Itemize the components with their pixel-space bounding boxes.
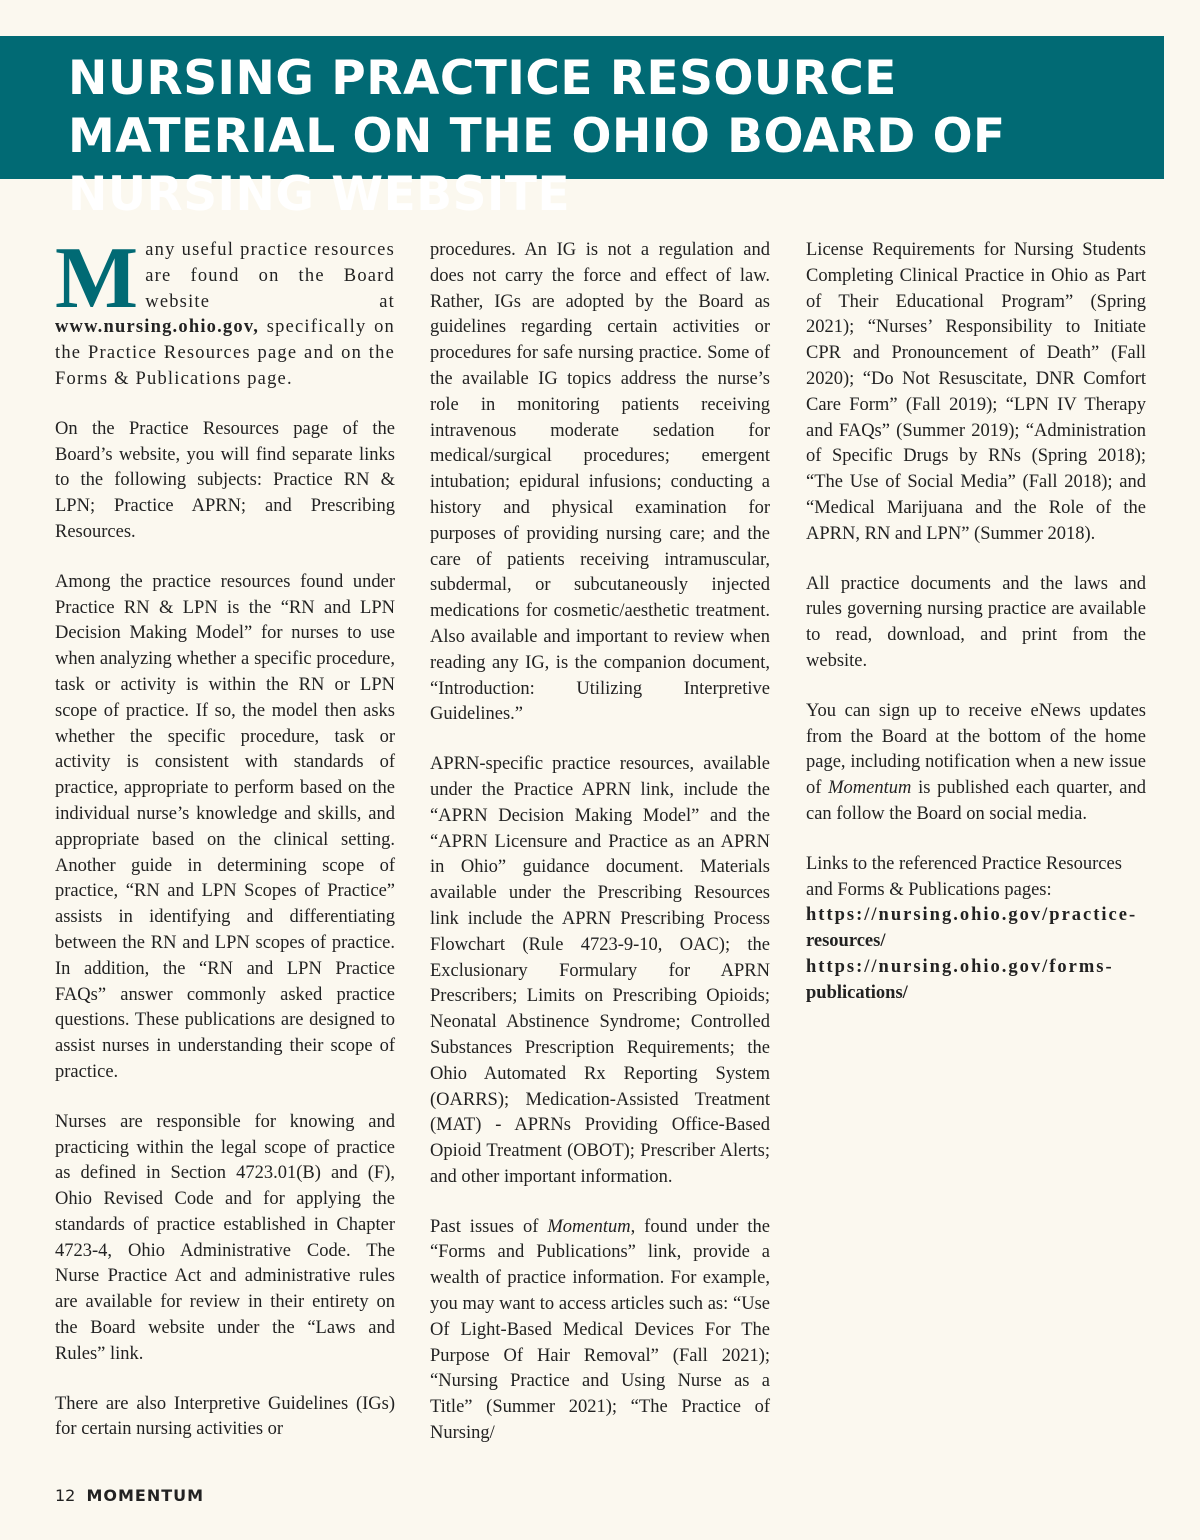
paragraph: On the Practice Resources page of the Board’s website, you will find separate links to the following subjects: Practice RN & LPN; Practice APRN; and Prescribing Resources. xyxy=(55,418,395,542)
column-3 xyxy=(806,238,1146,1007)
intro-paragraph xyxy=(55,230,395,393)
paragraph: You can sign up to receive eNews updates from the Board at the bottom of the home page, including notification when a new issue of Momentum is published each quarter, and can follow the Board on social media. xyxy=(806,700,1146,824)
paragraph: procedures. An IG is not a regulation and does not carry the force and effect of law. Rather, IGs are adopted by the Board as guidelines regarding certain activities or procedures for safe nursing practice. Some of the available IG topics address the nurse’s role in monitoring patients receiving intravenous moderate sedation for medical/surgical procedures; emergent intubation; epidural infusions; conducting a history and physical examination for purposes of providing nursing care; and the care of patients receiving intramuscular, subdermal, or subcutaneously injected medications for cosmetic/aesthetic treatment. Also available and important to review when reading any IG, is the companion document, “Introduction: Utilizing Interpretive Guidelines.” xyxy=(430,240,770,725)
paragraph: All practice documents and the laws and rules governing nursing practice are available to read, download, and print from the website. xyxy=(806,573,1146,671)
magazine-name: Momentum xyxy=(828,778,912,799)
paragraph: Nurses are responsible for knowing and practicing within the legal scope of practice as defined in Section 4723.01(B) and (F), Ohio Revised Code and for applying the standards of practice established in Chapter 4723-4, Ohio Administrative Code. The Nurse Practice Act and administrative rules are available for review in their entirety on the Board website under the “Laws and Rules” link. xyxy=(55,1111,395,1364)
drop-cap: M xyxy=(55,230,140,327)
paragraph: Links to the referenced Practice Resources and Forms & Publications pages: xyxy=(806,853,1122,900)
column-1 xyxy=(55,230,395,1459)
page-number: 12 xyxy=(55,1486,76,1505)
paragraph: Among the practice resources found under Practice RN & LPN is the “RN and LPN Decision Making Model” for nurses to use when analyzing whether a specific procedure, task or activity is within the RN or LPN scope of practice. If so, the model then asks whether the specific procedure, task or activity is consistent with standards of practice, appropriate to perform based on the individual nurse’s knowledge and skills, and appropriate based on the clinical setting. Another guide in determining scope of practice, “RN and LPN Scopes of Practice” assists in identifying and differentiating between the RN and LPN scopes of practice. In addition, the “RN and LPN Practice FAQs” answer commonly asked practice questions. These publications are designed to assist nurses in understanding their scope of practice. xyxy=(55,571,395,1082)
paragraph: There are also Interpretive Guidelines (IGs) for certain nursing activities or xyxy=(55,1393,395,1440)
intro-text: any useful practice resources are found on the Board website at xyxy=(145,240,395,312)
website-link[interactable]: www.nursing.ohio.gov, xyxy=(55,317,260,338)
page-footer xyxy=(55,1486,204,1505)
magazine-footer: MOMENTUM xyxy=(86,1486,205,1505)
page-title: NURSING PRACTICE RESOURCE MATERIAL ON THE OHIO BOARD OF NURSING WEBSITE xyxy=(68,51,1006,222)
paragraph: Past issues of Momentum, found under the “Forms and Publications” link, provide a wealth of practice information. For example, you may want to access articles such as: “Use Of Light-Based Medical Devices For The Purpose Of Hair Removal” (Fall 2021); “Nursing Practice and Using Nurse as a Title” (Summer 2021); “The Practice of Nursing/ xyxy=(430,1216,771,1444)
intro-tail: specifically on the Practice Resources page and on the Forms & Publications page. xyxy=(55,317,395,389)
practice-resources-link[interactable]: https://nursing.ohio.gov/practice- resources/ xyxy=(806,905,1138,952)
paragraph: License Requirements for Nursing Students Completing Clinical Practice in Ohio as Part of Their Educational Program” (Spring 2021); “Nurses’ Responsibility to Initiate CPR and Pronouncement of Death” (Fall 2020); “Do Not Resuscitate, DNR Comfort Care Form” (Fall 2019); “LPN IV Therapy and FAQs” (Summer 2019); “Administration of Specific Drugs by RNs (Spring 2018); “The Use of Social Media” (Fall 2018); and “Medical Marijuana and the Role of the APRN, RN and LPN” (Summer 2018). xyxy=(806,240,1146,544)
paragraph: APRN-specific practice resources, available under the Practice APRN link, include the “APRN Decision Making Model” and the “APRN Licensure and Practice as an APRN in Ohio” guidance document. Materials available under the Prescribing Resources link include the APRN Prescribing Process Flowchart (Rule 4723-9-10, OAC); the Exclusionary Formulary for APRN Prescribers; Limits on Prescribing Opioids; Neonatal Abstinence Syndrome; Controlled Substances Prescription Requirements; the Ohio Automated Rx Reporting System (OARRS); Medication-Assisted Treatment (MAT) - APRNs Providing Office-Based Opioid Treatment (OBOT); Prescriber Alerts; and other important information. xyxy=(430,754,770,1187)
forms-publications-link[interactable]: https://nursing.ohio.gov/forms- publications/ xyxy=(806,956,1114,1003)
magazine-name: Momentum xyxy=(547,1216,631,1237)
column-2 xyxy=(430,238,770,1463)
